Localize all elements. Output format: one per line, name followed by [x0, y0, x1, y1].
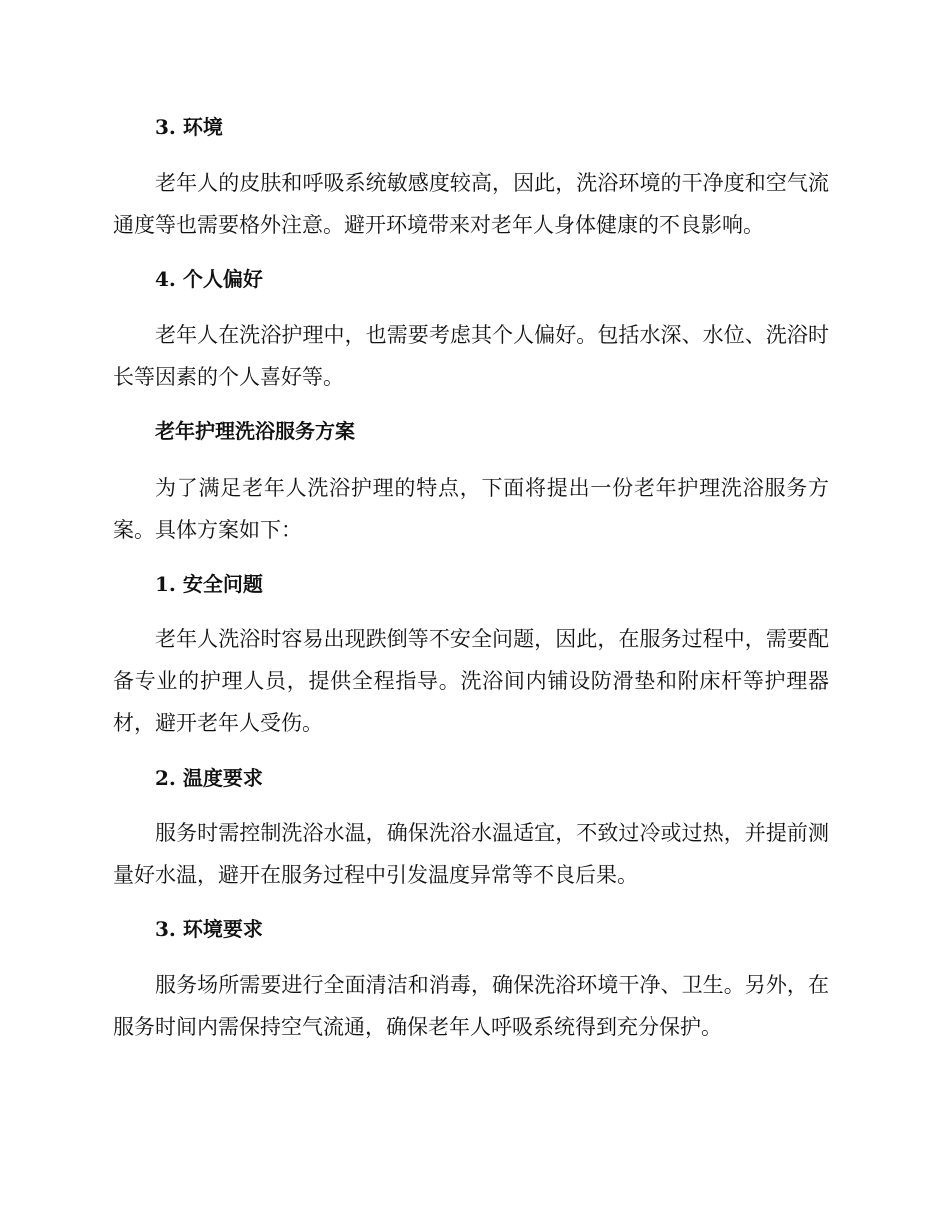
section-heading-temperature: 2. 温度要求 — [155, 766, 263, 790]
paragraph-environment-requirements: 服务场所需要进行全面清洁和消毒，确保洗浴环境干净、卫生。另外，在服务时间内需保持空气流通，确保老年人呼吸系统得到充分保护。 — [113, 973, 829, 1039]
paragraph-service-plan-intro: 为了满足老年人洗浴护理的特点，下面将提出一份老年护理洗浴服务方案。具体方案如下： — [113, 476, 829, 542]
section-heading-environment-requirements: 3. 环境要求 — [155, 917, 263, 941]
section-heading-personal-preference: 4. 个人偏好 — [155, 267, 263, 291]
section-heading-service-plan: 老年护理洗浴服务方案 — [155, 419, 355, 443]
paragraph-safety: 老年人洗浴时容易出现跌倒等不安全问题，因此，在服务过程中，需要配备专业的护理人员，提供全程指导。洗浴间内铺设防滑垫和附床杆等护理器材，避开老年人受伤。 — [113, 627, 829, 735]
section-heading-environment: 3. 环境 — [155, 115, 223, 139]
section-heading-safety: 1. 安全问题 — [155, 572, 263, 596]
paragraph-temperature: 服务时需控制洗浴水温，确保洗浴水温适宜，不致过冷或过热，并提前测量好水温，避开在服务过程中引发温度异常等不良后果。 — [113, 821, 829, 887]
paragraph-personal-preference: 老年人在洗浴护理中，也需要考虑其个人偏好。包括水深、水位、洗浴时长等因素的个人喜好等。 — [113, 323, 829, 389]
paragraph-environment: 老年人的皮肤和呼吸系统敏感度较高，因此，洗浴环境的干净度和空气流通度等也需要格外注意。避开环境带来对老年人身体健康的不良影响。 — [113, 171, 829, 237]
